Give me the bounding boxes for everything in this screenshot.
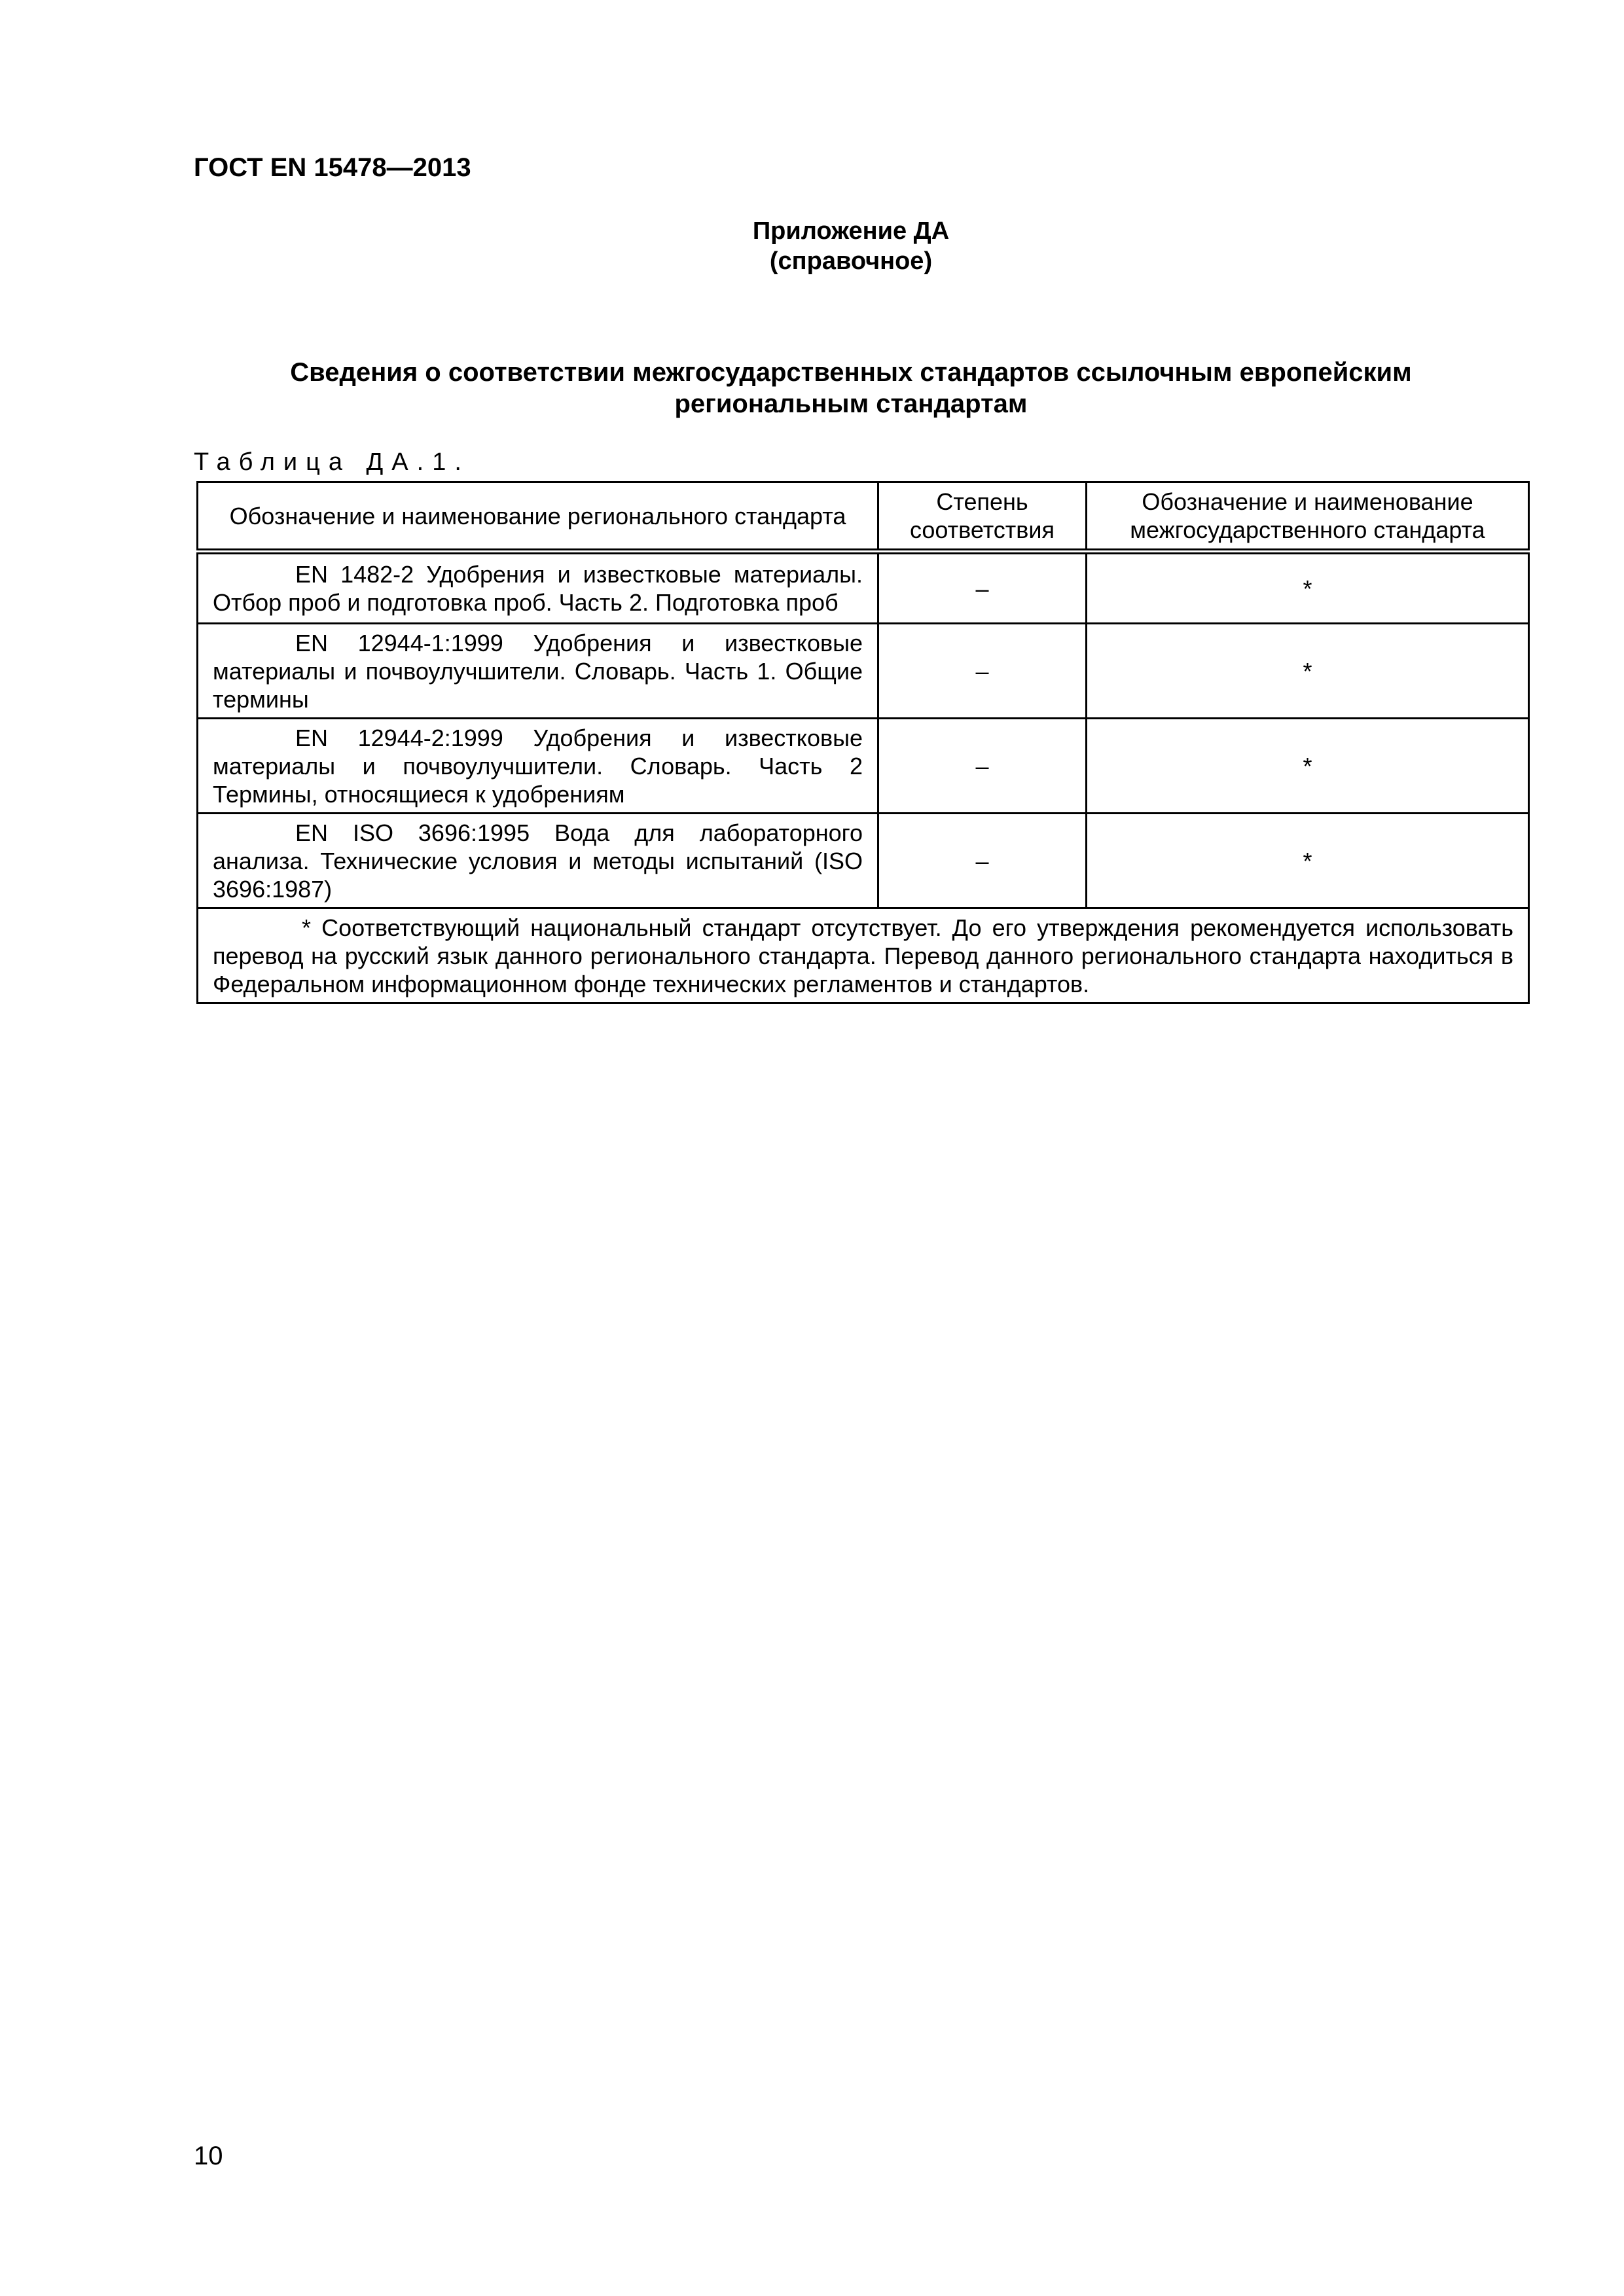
header-interstate-line-1: Обозначение и наименование bbox=[1142, 488, 1473, 515]
table-row bbox=[198, 814, 1529, 908]
table-footnote-row bbox=[198, 908, 1529, 1003]
degree-cell: – bbox=[878, 624, 1087, 719]
regional-standard-cell: EN ISO 3696:1995 Вода для лабораторного анализа. Технические условия и методы испытаний (ISO 3696:1987) bbox=[198, 814, 878, 908]
table-caption: Таблица ДА.1. bbox=[194, 448, 470, 476]
degree-cell: – bbox=[878, 814, 1087, 908]
regional-standard-cell: EN 12944-1:1999 Удобрения и известковые материалы и почвоулучшители. Словарь. Часть 1. Общие термины bbox=[198, 624, 878, 719]
degree-cell: – bbox=[878, 719, 1087, 814]
appendix-title: Приложение ДА bbox=[752, 217, 950, 245]
section-title bbox=[196, 357, 1506, 420]
document-code: ГОСТ EN 15478—2013 bbox=[194, 153, 471, 182]
degree-cell: – bbox=[878, 552, 1087, 624]
conformity-table bbox=[196, 481, 1530, 1004]
appendix-heading bbox=[0, 216, 1624, 276]
header-degree-line-2: соответствия bbox=[910, 516, 1055, 543]
section-title-line-2: региональным стандартам bbox=[674, 389, 1028, 418]
table-header-row bbox=[198, 482, 1529, 552]
regional-standard-cell: EN 12944-2:1999 Удобрения и известковые материалы и почвоулучшители. Словарь. Часть 2 Термины, относящиеся к удобрениям bbox=[198, 719, 878, 814]
interstate-standard-cell: * bbox=[1087, 624, 1529, 719]
interstate-standard-cell: * bbox=[1087, 552, 1529, 624]
page-number: 10 bbox=[194, 2142, 223, 2170]
regional-standard-cell: EN 1482-2 Удобрения и известковые материалы. Отбор проб и подготовка проб. Часть 2. Подготовка проб bbox=[198, 552, 878, 624]
interstate-standard-cell: * bbox=[1087, 719, 1529, 814]
header-degree-line-1: Степень bbox=[936, 488, 1028, 515]
table-row bbox=[198, 624, 1529, 719]
interstate-standard-cell: * bbox=[1087, 814, 1529, 908]
appendix-type: (справочное) bbox=[769, 247, 933, 275]
table-row bbox=[198, 719, 1529, 814]
table-footnote: * Соответствующий национальный стандарт отсутствует. До его утверждения рекомендуется использовать перевод на русский язык данного регионального стандарта. Перевод данного регионального стандарта находиться в Федеральном информационном фонде технических регламентов и стандартов. bbox=[198, 908, 1529, 1003]
header-degree-of-conformity bbox=[878, 482, 1087, 552]
header-interstate-standard bbox=[1087, 482, 1529, 552]
table-row bbox=[198, 552, 1529, 624]
section-title-line-1: Сведения о соответствии межгосударственных стандартов ссылочным европейским bbox=[290, 358, 1412, 387]
header-interstate-line-2: межгосударственного стандарта bbox=[1130, 516, 1485, 543]
header-regional-standard: Обозначение и наименование регионального стандарта bbox=[198, 482, 878, 552]
